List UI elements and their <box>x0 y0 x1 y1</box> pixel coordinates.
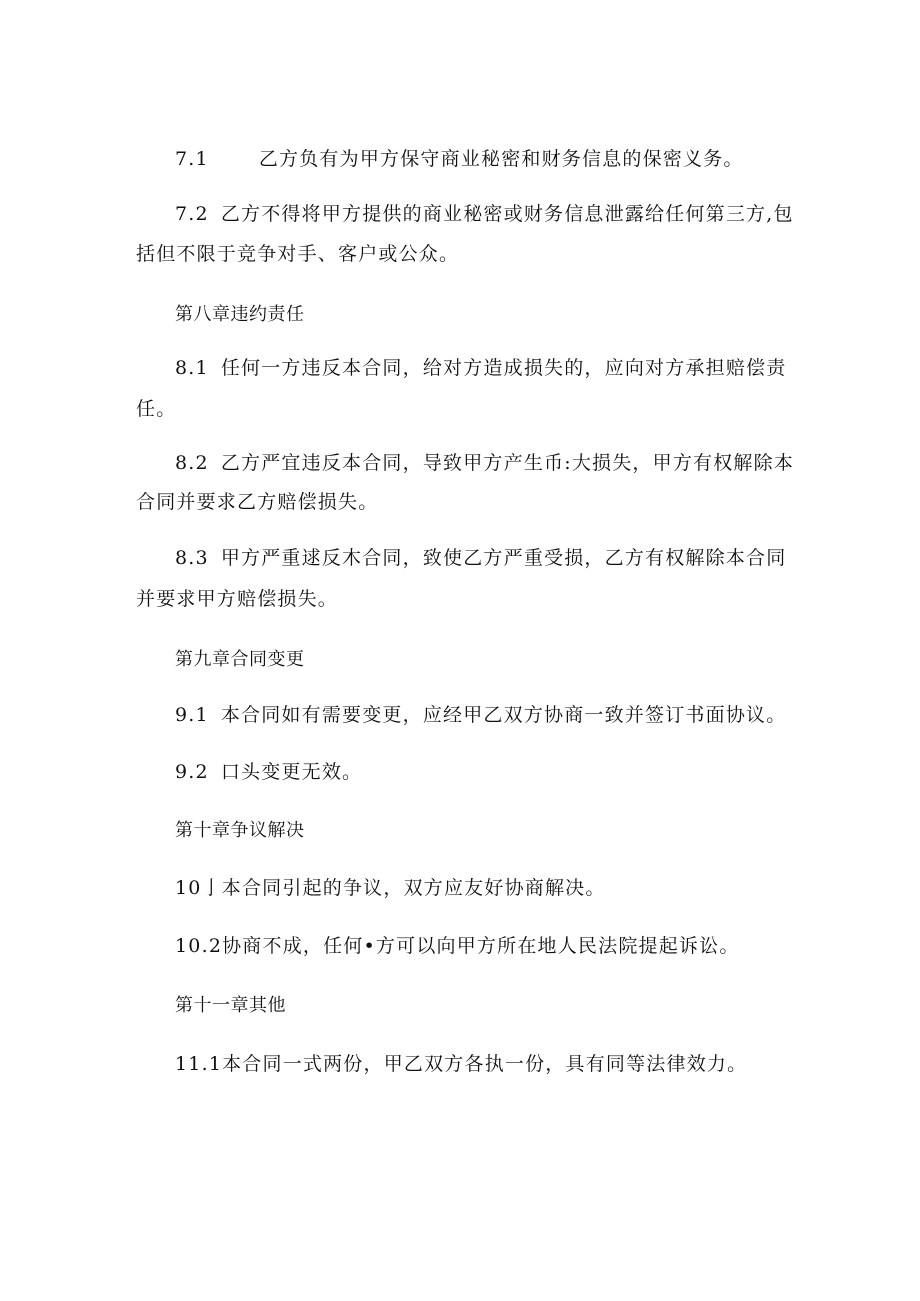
clause-number: 10亅 <box>175 877 222 899</box>
clause-7-2-continuation: 括但不限于竞争对手、客户或公众。 <box>136 243 460 265</box>
clause-number: 7.1 <box>175 148 209 170</box>
clause-8-1-continuation: 任。 <box>136 398 177 420</box>
clause-11-1 <box>175 1052 747 1076</box>
chapter-11-heading: 第十一章其他 <box>175 995 286 1016</box>
clause-text: 甲方严重逑反木合同，致使乙方严重受损，乙方有权解除本合同 <box>220 547 787 569</box>
clause-text: 协商不成，任何•方可以向甲方所在地人民法院提起诉讼。 <box>222 935 740 957</box>
chapter-10-heading: 第十章争议解决 <box>175 820 305 841</box>
clause-number: 9.1 <box>175 704 209 726</box>
chapter-8-heading: 第八章违约责任 <box>175 304 305 325</box>
clause-number: 7.2 <box>175 203 209 225</box>
chapter-9-heading: 第九章合同变更 <box>175 649 305 670</box>
clause-8-2 <box>175 451 794 475</box>
clause-text: 乙方负有为甲方保守商业秘密和财务信息的保密义务。 <box>258 148 744 170</box>
clause-text: 乙方不得将甲方提供的商业秘密或财务信息泄露给任何第三方,包 <box>220 203 794 225</box>
clause-7-2 <box>175 202 794 226</box>
clause-text: 本合同一式两份，甲乙双方各执一份，具有同等法律效力。 <box>222 1053 748 1075</box>
clause-text: 口头变更无效。 <box>220 761 363 783</box>
clause-number: 9.2 <box>175 761 209 783</box>
clause-8-3 <box>175 546 786 570</box>
clause-9-2 <box>175 760 362 784</box>
clause-text: 任何一方违反本合同，给对方造成损失的，应向对方承担赔偿责 <box>220 357 787 379</box>
clause-number: 11.1 <box>175 1053 223 1075</box>
clause-number: 8.3 <box>175 547 209 569</box>
clause-8-2-continuation: 合同并要求乙方赔偿损失。 <box>136 491 379 513</box>
clause-9-1 <box>175 703 786 727</box>
clause-7-1 <box>175 147 744 171</box>
clause-text: 本合同如有需要变更，应经甲乙双方协商一致并签订书面协议。 <box>220 704 787 726</box>
clause-8-1 <box>175 356 786 380</box>
clause-number: 8.2 <box>175 452 209 474</box>
clause-number: 8.1 <box>175 357 209 379</box>
clause-text: 本合同引起的争议，双方应友好协商解决。 <box>221 877 606 899</box>
clause-text: 乙方严宜违反本合同，导致甲方产生币:大损失，甲方有权解除本 <box>220 452 795 474</box>
clause-8-3-continuation: 并要求甲方赔偿损失。 <box>136 588 339 610</box>
clause-10-1 <box>175 876 606 900</box>
clause-10-2 <box>175 934 740 958</box>
clause-number: 10.2 <box>175 935 223 957</box>
